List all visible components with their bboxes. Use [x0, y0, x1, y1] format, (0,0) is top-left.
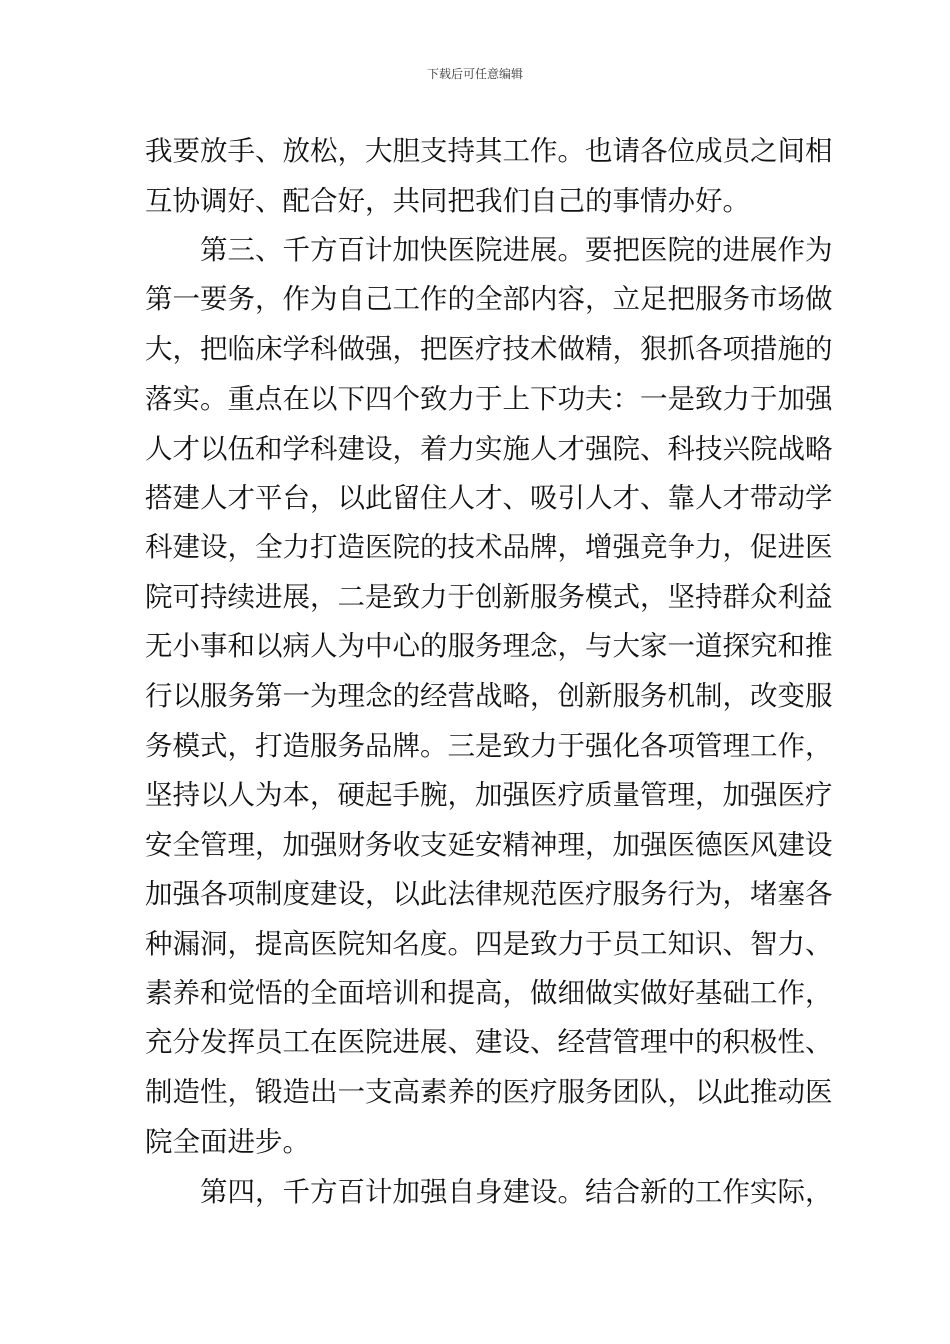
- body-line-9: 科建设，全力打造医院的技术品牌，增强竞争力，促进医: [145, 531, 833, 563]
- body-line-21: 院全面进步。: [145, 1126, 310, 1158]
- body-line-5: 大，把临床学科做强，把医疗技术做精，狠抓各项措施的: [145, 333, 833, 365]
- body-line-14: 坚持以人为本，硬起手腕，加强医疗质量管理，加强医疗: [145, 779, 833, 811]
- body-line-11: 无小事和以病人为中心的服务理念，与大家一道探究和推: [145, 630, 833, 662]
- body-line-16: 加强各项制度建设，以此法律规范医疗服务行为，堵塞各: [145, 878, 833, 910]
- body-line-8: 搭建人才平台，以此留住人才、吸引人才、靠人才带动学: [145, 482, 833, 514]
- body-line-22: 第四，千方百计加强自身建设。结合新的工作实际，: [200, 1176, 833, 1208]
- body-line-1: 我要放手、放松，大胆支持其工作。也请各位成员之间相: [145, 135, 833, 167]
- body-line-17: 种漏洞，提高医院知名度。四是致力于员工知识、智力、: [145, 928, 833, 960]
- body-line-13: 务模式，打造服务品牌。三是致力于强化各项管理工作，: [145, 730, 833, 762]
- body-line-6: 落实。重点在以下四个致力于上下功夫：一是致力于加强: [145, 383, 833, 415]
- body-line-12: 行以服务第一为理念的经营战略，创新服务机制，改变服: [145, 680, 833, 712]
- body-line-18: 素养和觉悟的全面培训和提高，做细做实做好基础工作，: [145, 977, 833, 1009]
- body-line-2: 互协调好、配合好，共同把我们自己的事情办好。: [145, 185, 750, 217]
- body-line-4: 第一要务，作为自己工作的全部内容，立足把服务市场做: [145, 283, 833, 315]
- body-line-19: 充分发挥员工在医院进展、建设、经营管理中的积极性、: [145, 1026, 833, 1058]
- body-line-20: 制造性，锻造出一支高素养的医疗服务团队，以此推动医: [145, 1076, 833, 1108]
- body-line-15: 安全管理，加强财务收支延安精神理，加强医德医风建设: [145, 829, 833, 861]
- body-line-3: 第三、千方百计加快医院进展。要把医院的进展作为: [200, 234, 833, 266]
- body-line-7: 人才以伍和学科建设，着力实施人才强院、科技兴院战略: [145, 433, 833, 465]
- page-header: 下载后可任意编辑: [426, 67, 523, 81]
- body-line-10: 院可持续进展，二是致力于创新服务模式，坚持群众利益: [145, 581, 833, 613]
